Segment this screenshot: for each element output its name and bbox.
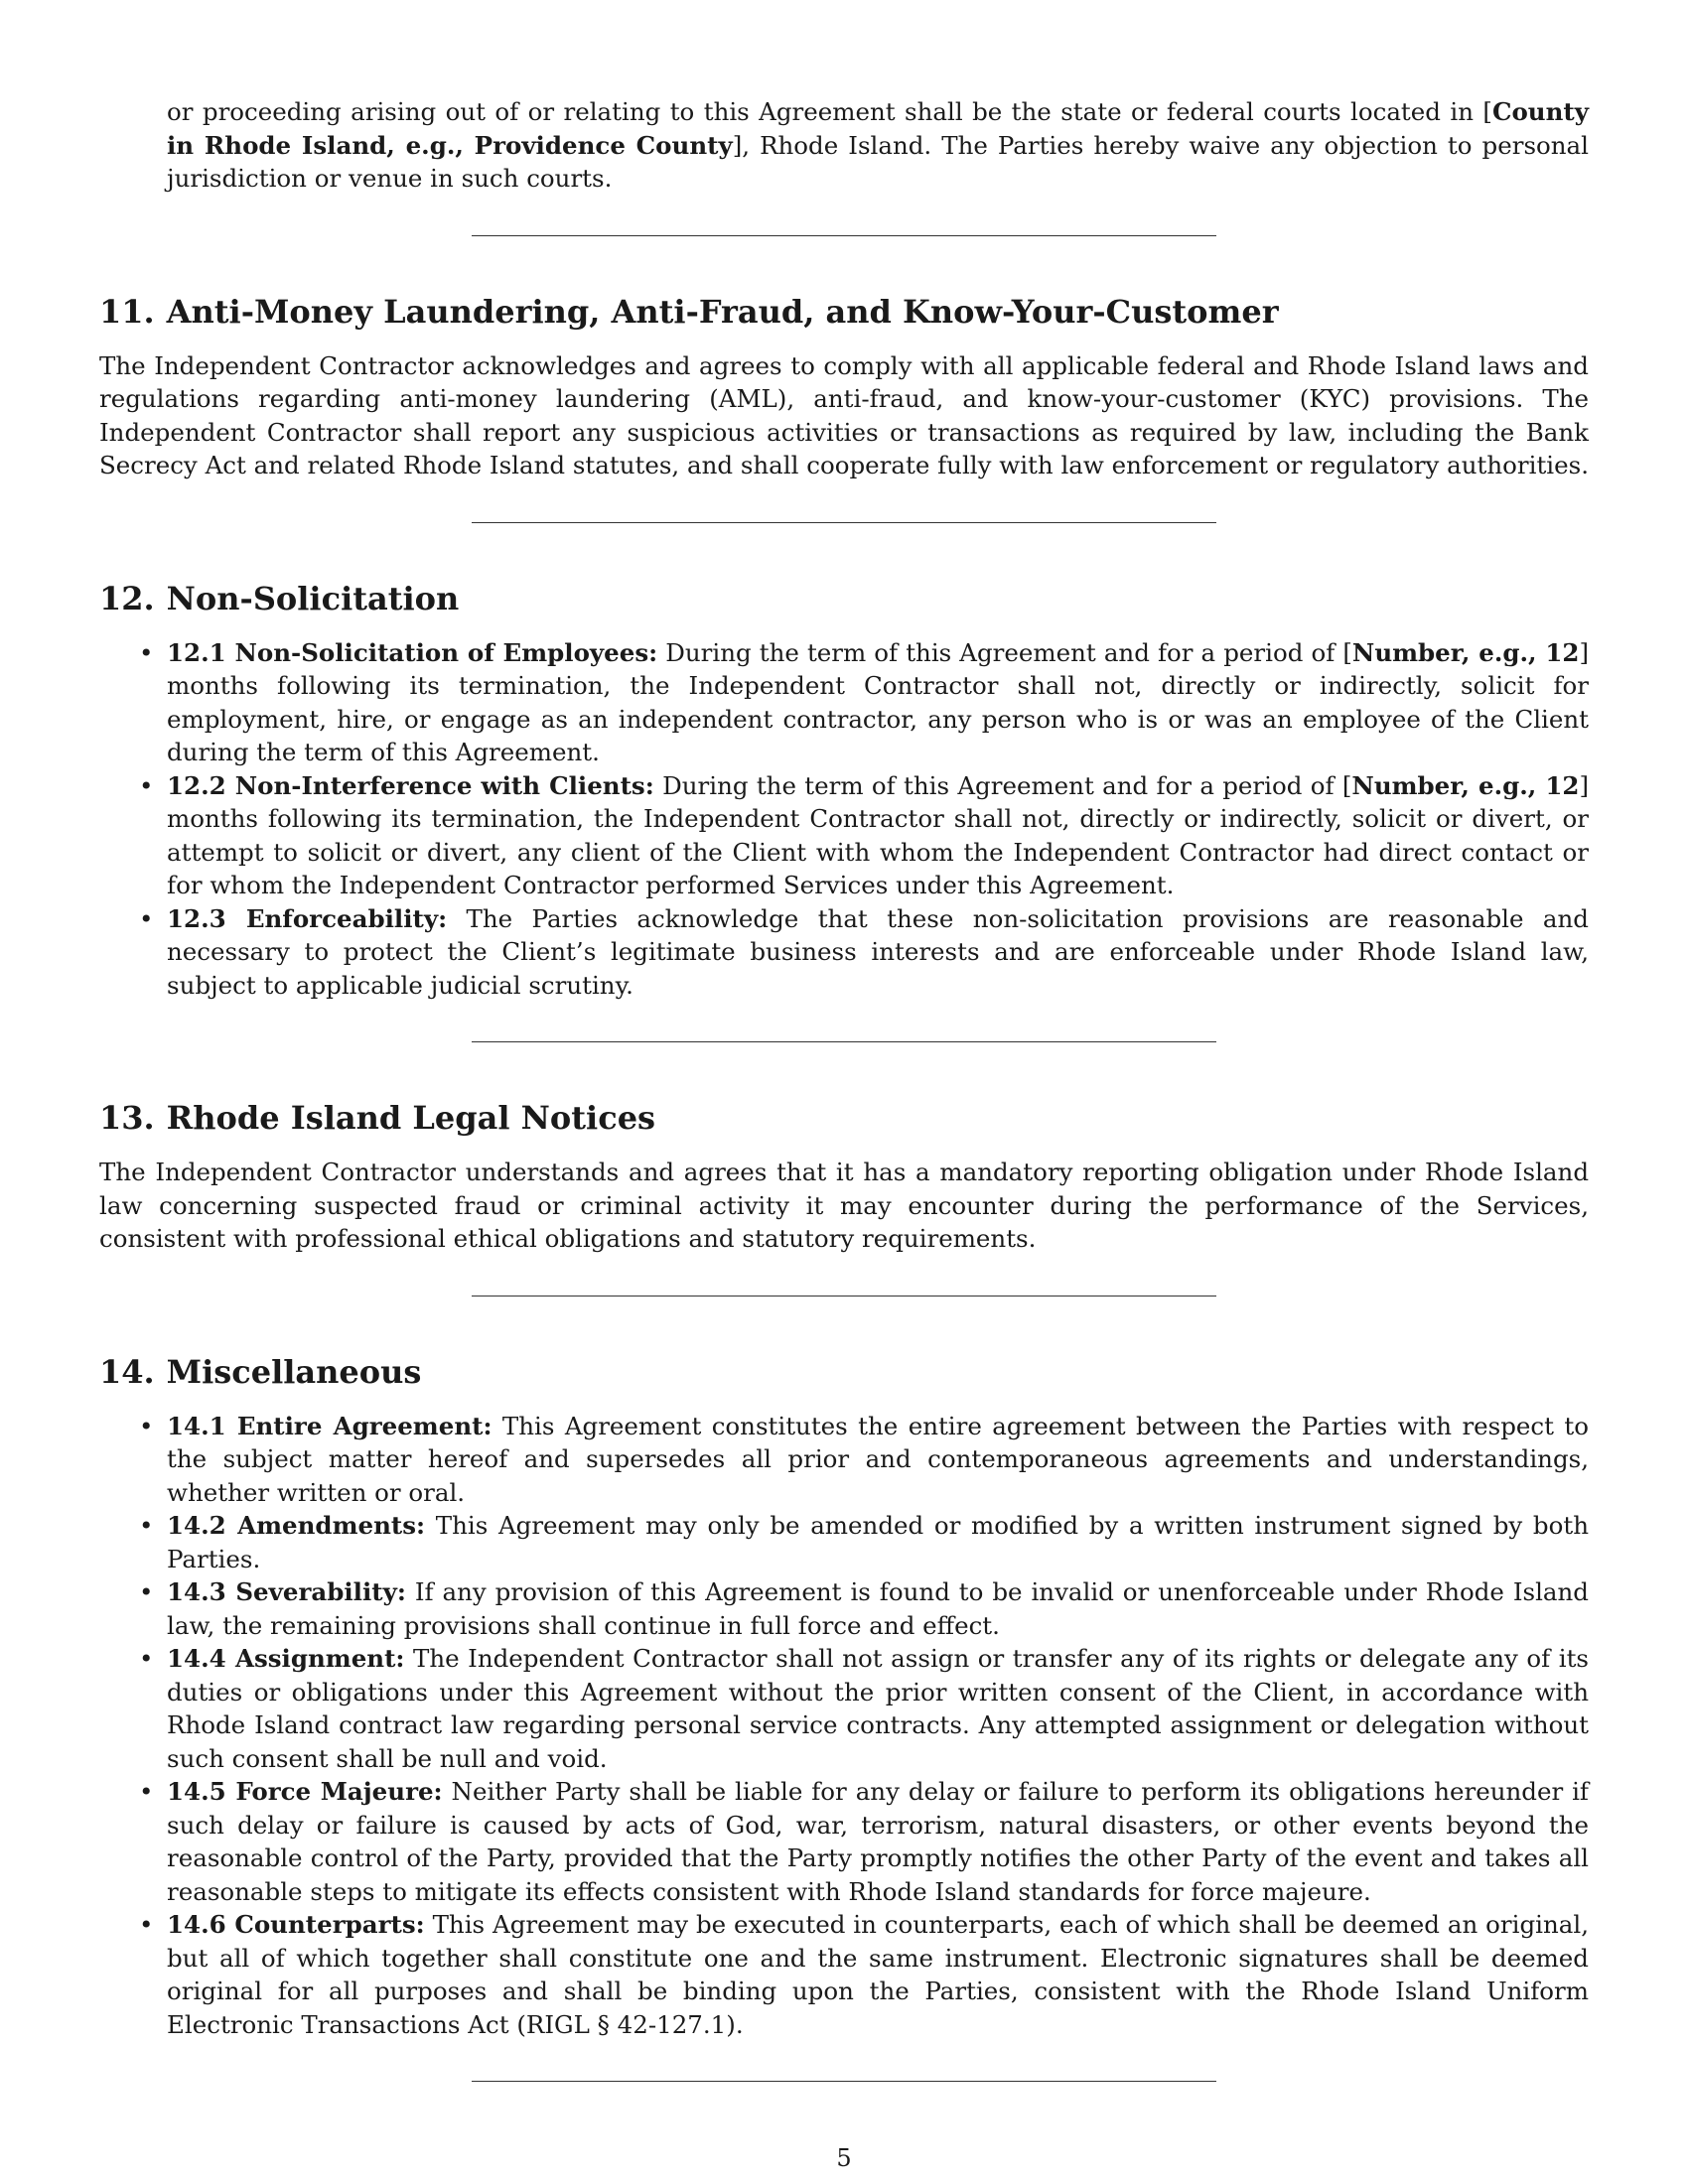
list-item [99, 636, 1589, 769]
section-number: 14. [99, 1352, 155, 1391]
bullet-icon: • [139, 1644, 154, 1673]
item-label: 14.3 Severability: [167, 1577, 406, 1606]
section-12-heading [99, 579, 1589, 618]
section-11-heading [99, 292, 1589, 332]
list-item [99, 1575, 1589, 1642]
list-item [99, 1410, 1589, 1510]
section-divider [472, 1041, 1216, 1042]
item-label: 14.1 Entire Agreement: [167, 1411, 492, 1440]
intro-placeholder: County in Rhode Island, e.g., Providence County [167, 97, 1589, 160]
section-divider [472, 1296, 1216, 1297]
continued-paragraph [99, 95, 1589, 196]
item-text: During the term of this Agreement and for a period of [ [657, 637, 1352, 667]
intro-text-b: ], Rhode Island. The Parties hereby waive any objection to personal jurisdiction or venue in such courts. [167, 130, 1590, 193]
section-14-heading [99, 1352, 1589, 1392]
item-text: The Parties acknowledge that these non-solicitation provisions are reasonable and necessary to protect the Client’s legitimate business interests and are enforceable under Rhode Island law, subject to applicable judicial scrutiny. [167, 903, 1589, 1000]
section-title: Anti-Money Laundering, Anti-Fraud, and Know-Your-Customer [166, 292, 1279, 331]
page-content [99, 95, 1589, 2082]
item-text: This Agreement may be executed in counterparts, each of which shall be deemed an original, but all of which together shall constitute one and the same instrument. Electronic signatures shall be deemed original for all purposes and shall be binding upon the Parties, consistent with the Rhode Island Uniform Electronic Transactions Act (RIGL § 42-127.1). [167, 1910, 1589, 2039]
bullet-icon: • [139, 770, 154, 800]
item-label: 14.6 Counterparts: [167, 1910, 425, 1939]
item-text: The Independent Contractor shall not assign or transfer any of its rights or delegate any of its duties or obligations under this Agreement without the prior written consent of the Client, in accordance with Rhode Island contract law regarding personal service contracts. Any attempted assignment or delegation without such consent shall be null and void. [167, 1644, 1590, 1773]
bullet-icon: • [139, 1511, 154, 1540]
section-divider [472, 235, 1216, 236]
item-text: If any provision of this Agreement is found to be invalid or unenforceable under Rhode Island law, the remaining provisions shall continue in full force and effect. [167, 1577, 1589, 1640]
bullet-icon: • [139, 1910, 154, 1939]
bullet-icon: • [139, 903, 154, 933]
list-item [99, 1908, 1589, 2041]
bullet-icon: • [139, 1411, 154, 1440]
item-text: During the term of this Agreement and for a period of [ [653, 770, 1352, 800]
item-label: 14.4 Assignment: [167, 1644, 405, 1673]
list-item [99, 1509, 1589, 1575]
section-number: 11. [99, 292, 155, 331]
section-12-list [99, 636, 1589, 1003]
item-text: This Agreement may only be amended or modified by a written instrument signed by both Parties. [167, 1511, 1589, 1573]
item-text: ] months following its termination, the Independent Contractor shall not, directly or indirectly, solicit or divert, or attempt to solicit or divert, any client of the Client with whom the Independent Contractor had direct contact or for whom the Independent Contractor performed Services under this Agreement. [167, 770, 1589, 899]
section-title: Rhode Island Legal Notices [166, 1099, 656, 1137]
section-title: Miscellaneous [166, 1352, 422, 1391]
item-label: 12.2 Non-Interference with Clients: [167, 770, 654, 800]
section-number: 13. [99, 1099, 155, 1137]
section-13-body: The Independent Contractor understands and agrees that it has a mandatory reporting obligation under Rhode Island law concerning suspected fraud or criminal activity it may encounter during the performance of the Services, consistent with professional ethical obligations and statutory requirements. [99, 1158, 1589, 1253]
item-label: 12.1 Non-Solicitation of Employees: [167, 637, 658, 667]
item-label: 14.2 Amendments: [167, 1511, 426, 1540]
item-text: This Agreement constitutes the entire agreement between the Parties with respect to the subject matter hereof and supersedes all prior and contemporaneous agreements and understandings, whether written or oral. [167, 1411, 1589, 1507]
section-13-heading [99, 1098, 1589, 1138]
page-number: 5 [836, 2144, 852, 2172]
section-divider [472, 2081, 1216, 2082]
bullet-icon: • [139, 637, 154, 667]
item-label: 12.3 Enforceability: [167, 903, 448, 933]
item-placeholder: Number, e.g., 12 [1351, 637, 1580, 667]
section-11-body: The Independent Contractor acknowledges and agrees to comply with all applicable federal and Rhode Island laws and regulations regarding anti-money laundering (AML), anti-fraud, and know-your-customer (KYC) provisions. The Independent Contractor shall report any suspicious activities or transactions as required by law, including the Bank Secrecy Act and related Rhode Island statutes, and shall cooperate fully with law enforcement or regulatory authorities. [99, 350, 1589, 479]
item-label: 14.5 Force Majeure: [167, 1777, 443, 1806]
section-14-list [99, 1410, 1589, 2042]
section-title: Non-Solicitation [166, 579, 460, 617]
bullet-icon: • [139, 1577, 154, 1606]
item-placeholder: Number, e.g., 12 [1351, 770, 1580, 800]
list-item [99, 769, 1589, 902]
item-text: Neither Party shall be liable for any delay or failure to perform its obligations hereunder if such delay or failure is caused by acts of God, war, terrorism, natural disasters, or other events beyond the reasonable control of the Party, provided that the Party promptly notifies the other Party of the event and takes all reasonable steps to mitigate its effects consistent with Rhode Island standards for force majeure. [167, 1777, 1589, 1906]
list-item [99, 902, 1589, 1003]
item-text: ] months following its termination, the Independent Contractor shall not, directly or indirectly, solicit for employment, hire, or engage as an independent contractor, any person who is or was an employee of the Client during the term of this Agreement. [167, 637, 1590, 766]
intro-text-a: or proceeding arising out of or relating to this Agreement shall be the state or federal courts located in [ [167, 97, 1492, 126]
bullet-icon: • [139, 1777, 154, 1806]
list-item [99, 1642, 1589, 1775]
section-divider [472, 522, 1216, 523]
list-item [99, 1775, 1589, 1908]
section-number: 12. [99, 579, 155, 617]
